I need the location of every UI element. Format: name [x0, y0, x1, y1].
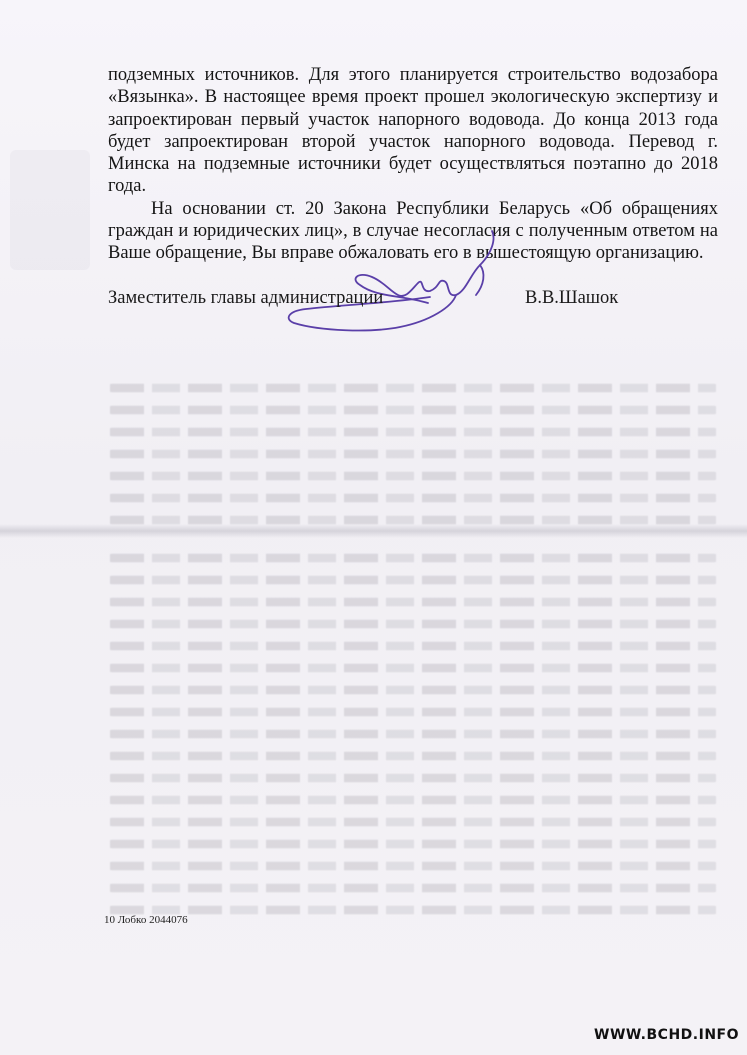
signature-block: [108, 287, 718, 313]
handwritten-signature: [280, 225, 540, 340]
show-through-text-lower: [110, 548, 716, 922]
signatory-name: В.В.Шашок: [525, 288, 619, 308]
signatory-title: Заместитель главы администрации: [108, 288, 384, 308]
paragraph-water-intake: подземных источников. Для этого планируется строительство водозабора «Вязынка». В настоящее время проект прошел экологическую экспертизу и запроектирован первый участок напорного водовода. До конца 2013 года будет запроектирован второй участок напорного водовода. Перевод г. Минска на подземные источники будет осуществляться поэтапно до 2018 года.: [108, 65, 718, 197]
paragraph-appeal-rights: На основании ст. 20 Закона Республики Беларусь «Об обращениях граждан и юридических лиц», в случае несогласия с полученным ответом на Ваше обращение, Вы вправе обжаловать его в вышестоящую организацию.: [108, 198, 718, 264]
site-watermark: WWW.BCHD.INFO: [594, 1027, 739, 1043]
scan-shadow: [10, 150, 90, 270]
show-through-text: [110, 378, 716, 532]
paper-fold: [0, 524, 747, 538]
executor-code: 10 Лобко 2044076: [104, 914, 188, 926]
